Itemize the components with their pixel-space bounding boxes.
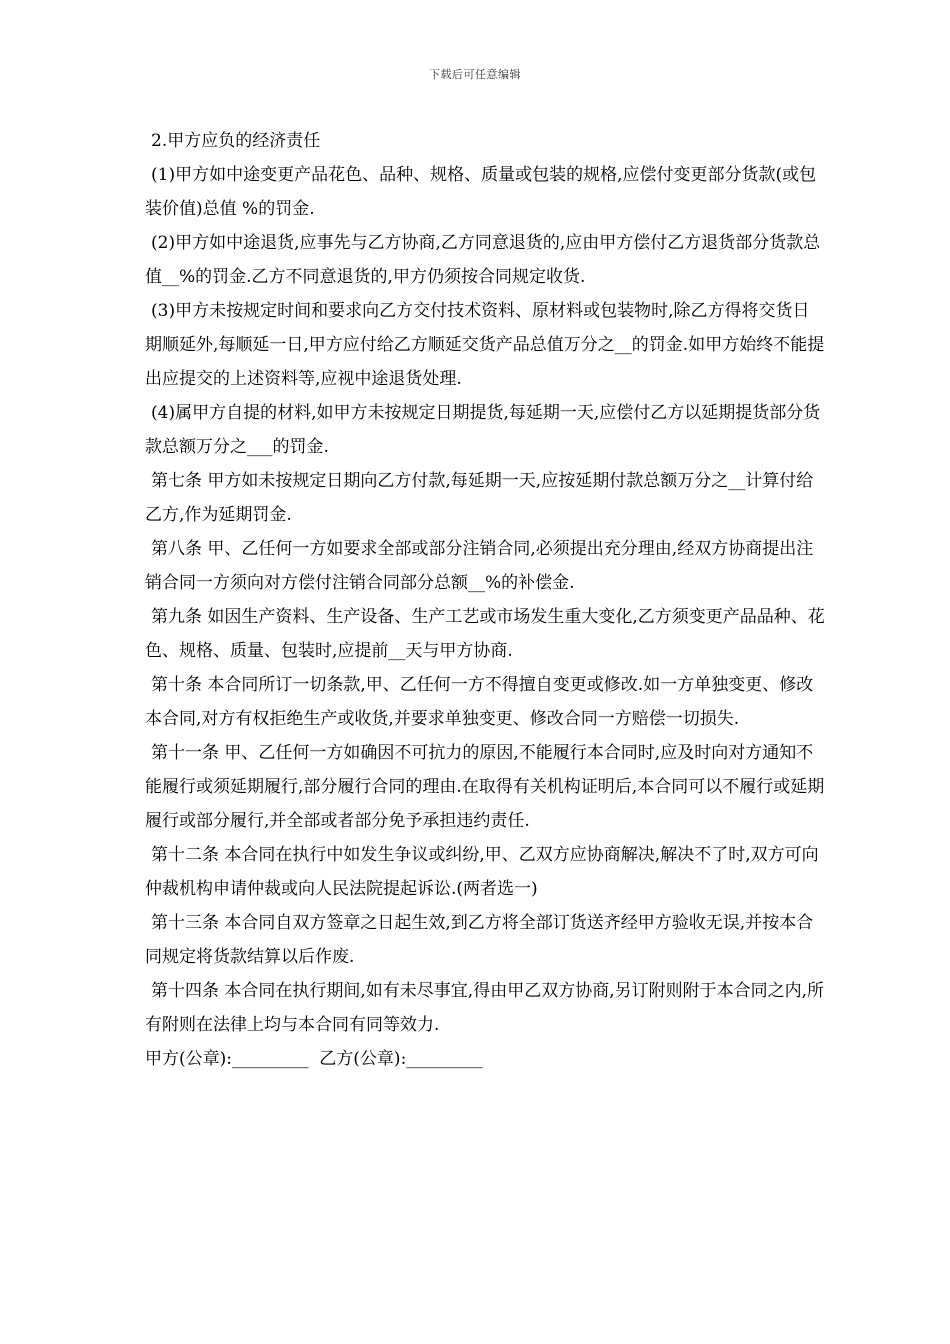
article-7: 第七条 甲方如未按规定日期向乙方付款,每延期一天,应按延期付款总额万分之__计算付给乙方,作为延期罚金. xyxy=(145,471,814,525)
article-10: 第十条 本合同所订一切条款,甲、乙任何一方不得擅自变更或修改.如一方单独变更、修改本合同,对方有权拒绝生产或收货,并要求单独变更、修改合同一方赔偿一切损失. xyxy=(145,675,814,729)
article-9: 第九条 如因生产资料、生产设备、生产工艺或市场发生重大变化,乙方须变更产品品种、花色、规格、质量、包装时,应提前__天与甲方协商. xyxy=(145,607,825,661)
clause-item-4: (4)属甲方自提的材料,如甲方未按规定日期提货,每延期一天,应偿付乙方以延期提货部分货款总额万分之___的罚金. xyxy=(145,403,821,457)
article-12: 第十二条 本合同在执行中如发生争议或纠纷,甲、乙双方应协商解决,解决不了时,双方可向仲裁机构申请仲裁或向人民法院提起诉讼.(两者选一) xyxy=(145,845,819,899)
article-11: 第十一条 甲、乙任何一方如确因不可抗力的原因,不能履行本合同时,应及时向对方通知不能履行或须延期履行,部分履行合同的理由.在取得有关机构证明后,本合同可以不履行或延期履行或部分履行,并全部或者部分免予承担违约责任. xyxy=(145,743,825,831)
section-heading-party-a-liability: 2.甲方应负的经济责任 xyxy=(151,131,321,151)
clause-item-1: (1)甲方如中途变更产品花色、品种、规格、质量或包装的规格,应偿付变更部分货款(或包装价值)总值 %的罚金. xyxy=(145,165,817,219)
clause-item-2: (2)甲方如中途退货,应事先与乙方协商,乙方同意退货的,应由甲方偿付乙方退货部分货款总值__%的罚金.乙方不同意退货的,甲方仍须按合同规定收货. xyxy=(145,233,821,287)
editable-download-note: 下载后可任意编辑 xyxy=(429,68,521,81)
article-8: 第八条 甲、乙任何一方如要求全部或部分注销合同,必须提出充分理由,经双方协商提出注销合同一方须向对方偿付注销合同部分总额__%的补偿金. xyxy=(145,539,814,593)
article-14: 第十四条 本合同在执行期间,如有未尽事宜,得由甲乙双方协商,另订附则附于本合同之内,所有附则在法律上均与本合同有同等效力. xyxy=(145,981,825,1035)
contract-body xyxy=(145,124,825,1076)
clause-item-3: (3)甲方未按规定时间和要求向乙方交付技术资料、原材料或包装物时,除乙方得将交货日期顺延外,每顺延一日,甲方应付给乙方顺延交货产品总值万分之__的罚金.如甲方始终不能提出应提交的上述资料等,应视中途退货处理. xyxy=(145,301,825,389)
article-13: 第十三条 本合同自双方签章之日起生效,到乙方将全部订货送齐经甲方验收无误,并按本合同规定将货款结算以后作废. xyxy=(145,913,814,967)
signature-line: 甲方(公章):_________ 乙方(公章):_________ xyxy=(145,1049,483,1069)
